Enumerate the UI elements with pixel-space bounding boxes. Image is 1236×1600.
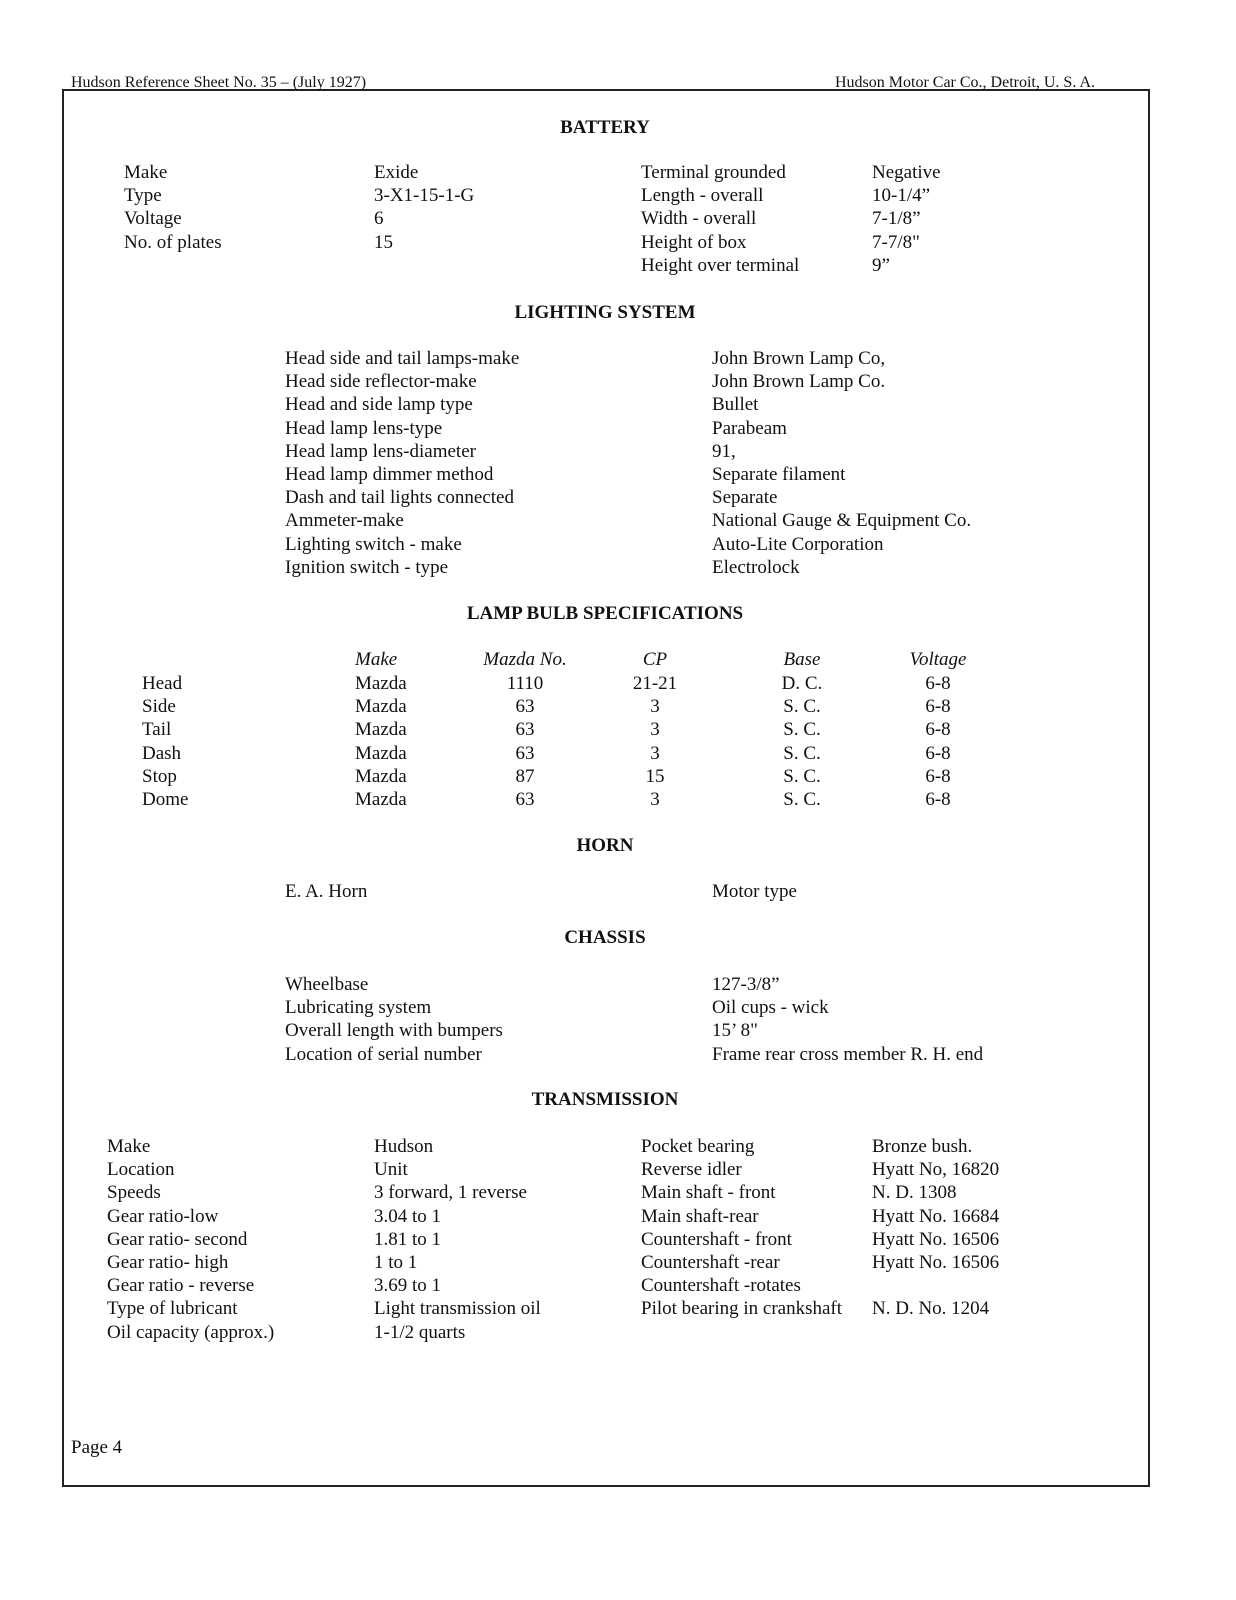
transmission-label: Pilot bearing in crankshaft [641,1298,843,1320]
bulb-cell: 6-8 [925,696,951,718]
battery-value: 7-1/8” [872,208,921,230]
battery-label: Height of box [641,231,747,253]
transmission-label: Countershaft - front [641,1228,792,1250]
transmission-heading: TRANSMISSION [531,1089,679,1110]
bulb-cell: S. C. [783,789,821,810]
bulb-cell: Mazda [355,742,407,764]
transmission-value: N. D. No. 1204 [872,1298,990,1320]
lighting-value: Parabeam [712,417,787,439]
bulb-cell: Mazda [355,719,407,741]
bulb-cell: 6-8 [925,742,951,764]
lighting-label: Head lamp lens-type [285,417,443,439]
chassis-label: Overall length with bumpers [285,1020,503,1042]
battery-value: 10-1/4” [872,185,931,207]
lighting-value: John Brown Lamp Co, [712,348,886,369]
battery-label: Height over terminal [641,254,800,276]
battery-label: Voltage [124,208,182,230]
battery-label: Length - overall [641,185,764,207]
bulb-cell: Mazda [355,696,407,718]
battery-value: 9” [872,254,890,276]
transmission-value: 3 forward, 1 reverse [374,1182,527,1204]
lighting-label: Head and side lamp type [285,394,473,416]
horn-value: Motor type [712,881,797,902]
transmission-value: 1 to 1 [374,1252,418,1273]
lighting-value: Bullet [712,394,759,416]
lighting-label: Head lamp lens-diameter [285,440,476,462]
bulb-name: Dome [142,789,189,810]
transmission-value: Hyatt No. 16506 [872,1228,1000,1250]
bulb-cell: 3 [650,719,660,741]
battery-value: Exide [374,162,419,183]
transmission-value: N. D. 1308 [872,1182,957,1204]
transmission-value: 1-1/2 quarts [374,1321,466,1343]
bulb-cell: 63 [515,696,535,718]
battery-label: Terminal grounded [641,162,786,183]
transmission-label: Gear ratio- high [107,1252,229,1273]
column-header: Base [783,649,821,670]
bulb-cell: 21-21 [632,673,678,694]
header-right: Hudson Motor Car Co., Detroit, U. S. A. [835,74,1095,91]
transmission-label: Gear ratio- second [107,1228,248,1250]
lighting-label: Ignition switch - type [285,556,449,578]
transmission-label: Location [107,1159,175,1181]
battery-label: Make [124,162,168,183]
bulb-cell: 3 [650,742,660,764]
transmission-label: Gear ratio - reverse [107,1275,255,1297]
transmission-label: Gear ratio-low [107,1205,219,1227]
lighting-value: 91, [712,440,736,462]
bulb-cell: S. C. [783,742,821,764]
bulb-cell: 1110 [506,673,544,694]
lighting-label: Head side reflector-make [285,371,477,393]
transmission-label: Oil capacity (approx.) [107,1321,275,1343]
header-left: Hudson Reference Sheet No. 35 – (July 1927) [71,74,367,91]
bulb-cell: S. C. [783,719,821,741]
lighting-value: National Gauge & Equipment Co. [712,510,972,532]
bulb-cell: 6-8 [925,789,951,810]
bulb-name: Stop [142,765,177,787]
bulb-cell: 6-8 [925,673,951,694]
chassis-value: 127-3/8” [712,974,780,995]
battery-value: 15 [374,231,393,253]
chassis-value: Frame rear cross member R. H. end [712,1043,984,1065]
bulb-name: Side [142,696,176,718]
bulb-cell: Mazda [355,789,407,810]
bulb-name: Dash [142,742,182,764]
lighting-label: Head side and tail lamps-make [285,348,520,369]
bulb-cell: 15 [645,765,665,787]
transmission-label: Make [107,1136,151,1157]
battery-label: Type [124,185,162,207]
column-header: Voltage [909,649,967,670]
battery-value: 7-7/8" [872,231,920,253]
transmission-label: Reverse idler [641,1159,742,1181]
bulb-cell: 6-8 [925,765,951,787]
transmission-label: Countershaft -rear [641,1252,780,1273]
lighting-label: Dash and tail lights connected [285,487,514,509]
transmission-label: Type of lubricant [107,1298,238,1320]
lighting-value: Separate filament [712,464,846,485]
chassis-label: Location of serial number [285,1043,482,1065]
transmission-value: Bronze bush. [872,1136,973,1157]
bulb-cell: D. C. [781,673,823,694]
transmission-label: Main shaft-rear [641,1205,759,1227]
transmission-value: Light transmission oil [374,1298,541,1320]
bulb-cell: 63 [515,742,535,764]
transmission-value: Unit [374,1159,408,1181]
lighting-heading: LIGHTING SYSTEM [514,302,696,323]
battery-heading: BATTERY [560,117,650,138]
bulb-cell: 87 [515,765,535,787]
bulb-cell: 3 [650,789,660,810]
transmission-label: Countershaft -rotates [641,1275,801,1297]
transmission-value: 1.81 to 1 [374,1228,442,1250]
lighting-value: John Brown Lamp Co. [712,371,886,393]
bulb-cell: S. C. [783,765,821,787]
bulb-cell: 6-8 [925,719,951,741]
horn-label: E. A. Horn [285,881,368,902]
bulb-cell: S. C. [783,696,821,718]
chassis-heading: CHASSIS [564,927,646,948]
lighting-label: Head lamp dimmer method [285,464,494,485]
lighting-label: Ammeter-make [285,510,404,532]
bulb-name: Tail [142,719,172,741]
column-header: Make [355,649,398,670]
bulb-cell: 63 [515,789,535,810]
lighting-value: Electrolock [712,556,800,578]
chassis-label: Lubricating system [285,997,432,1019]
transmission-label: Pocket bearing [641,1136,755,1157]
lighting-value: Separate [712,487,778,509]
transmission-value: 3.69 to 1 [374,1275,442,1297]
battery-value: Negative [872,162,941,183]
chassis-label: Wheelbase [285,974,369,995]
bulb-cell: Mazda [355,673,407,694]
bulb-name: Head [142,673,183,694]
bulb-cell: 63 [515,719,535,741]
battery-value: 3-X1-15-1-G [374,185,475,207]
page-number: Page 4 [71,1437,123,1458]
transmission-value: 3.04 to 1 [374,1205,442,1227]
transmission-value: Hyatt No. 16684 [872,1205,1000,1227]
battery-label: Width - overall [641,208,757,230]
transmission-value: Hyatt No. 16506 [872,1252,1000,1273]
battery-label: No. of plates [124,231,222,253]
transmission-label: Speeds [107,1182,161,1204]
column-header: Mazda No. [483,649,567,670]
transmission-value: Hyatt No, 16820 [872,1159,1000,1181]
bulb-cell: 3 [650,696,660,718]
horn-heading: HORN [576,835,634,856]
bulb-cell: Mazda [355,765,407,787]
chassis-value: Oil cups - wick [712,997,829,1019]
chassis-value: 15’ 8" [712,1020,758,1042]
column-header: CP [642,649,668,670]
battery-value: 6 [374,208,384,230]
lighting-label: Lighting switch - make [285,533,462,555]
transmission-value: Hudson [374,1136,434,1157]
lighting-value: Auto-Lite Corporation [712,533,884,555]
lamp_bulbs-heading: LAMP BULB SPECIFICATIONS [466,603,744,624]
transmission-label: Main shaft - front [641,1182,776,1204]
